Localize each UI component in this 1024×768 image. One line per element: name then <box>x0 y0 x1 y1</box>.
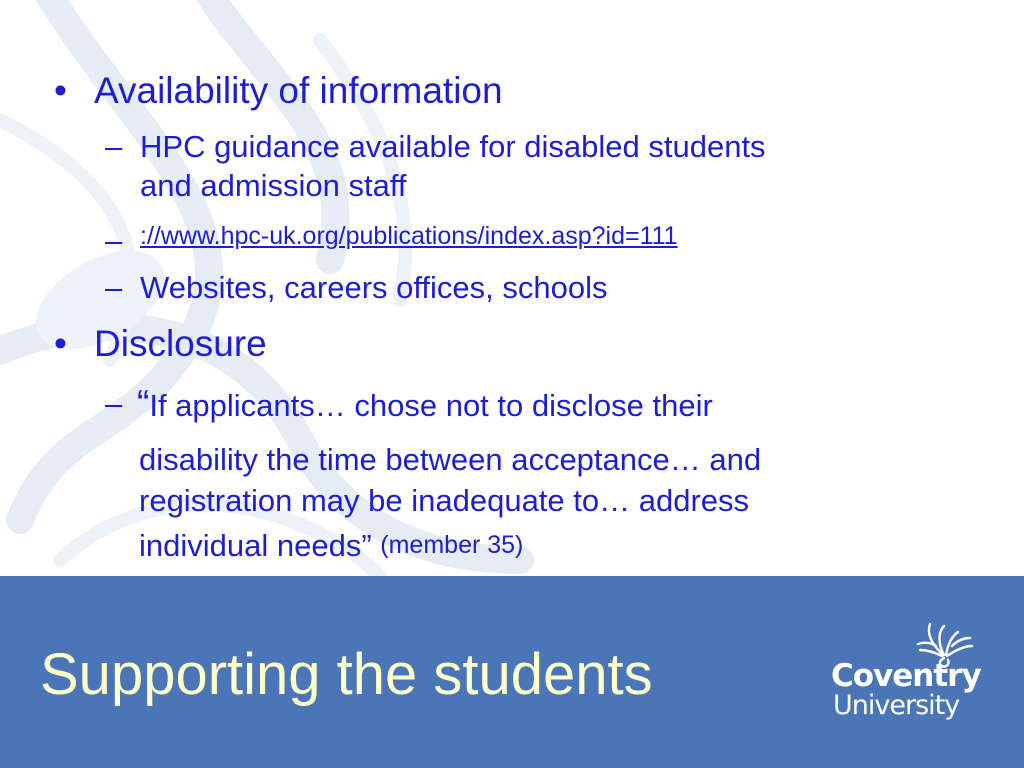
logo-wordmark-line2: University <box>833 690 960 721</box>
dash-marker: – <box>105 129 123 164</box>
slide-title: Supporting the students <box>40 642 653 707</box>
dash-marker: – <box>105 223 123 258</box>
sub-bullet-line: HPC guidance available for disabled students <box>140 129 766 164</box>
quote-line: registration may be inadequate to… address <box>139 483 750 518</box>
bullet-item <box>54 323 267 365</box>
bullet-marker: • <box>54 70 67 111</box>
logo-wordmark-line1: Coventry <box>831 658 981 694</box>
quote-line: individual needs” <box>139 528 372 563</box>
sub-bullet-item <box>105 268 608 307</box>
bullet-text: Availability of information <box>94 70 503 111</box>
sub-bullet-item <box>105 127 766 205</box>
quote-text <box>137 384 713 425</box>
sub-bullet-line: and admission staff <box>140 168 407 203</box>
quote-continuation <box>139 440 761 479</box>
quote-continuation <box>139 481 749 520</box>
bullet-item <box>54 70 503 112</box>
hpc-guidance-link[interactable]: ://www.hpc-uk.org/publications/index.asp?id=111 <box>140 222 678 250</box>
quote-line: disability the time between acceptance… and <box>139 442 762 477</box>
sub-bullet-text <box>140 127 766 205</box>
quote-line: If applicants… chose not to disclose their <box>149 388 713 423</box>
quote-item <box>105 384 713 425</box>
dash-marker: – <box>105 270 123 305</box>
quote-continuation <box>139 526 523 565</box>
bullet-text: Disclosure <box>94 323 267 364</box>
sub-bullet-text: Websites, careers offices, schools <box>140 270 608 305</box>
quote-attribution: (member 35) <box>380 531 524 559</box>
sub-bullet-item <box>105 221 678 260</box>
bullet-marker: • <box>54 323 67 364</box>
dash-marker: – <box>105 386 123 421</box>
open-quote-mark: “ <box>137 383 150 424</box>
